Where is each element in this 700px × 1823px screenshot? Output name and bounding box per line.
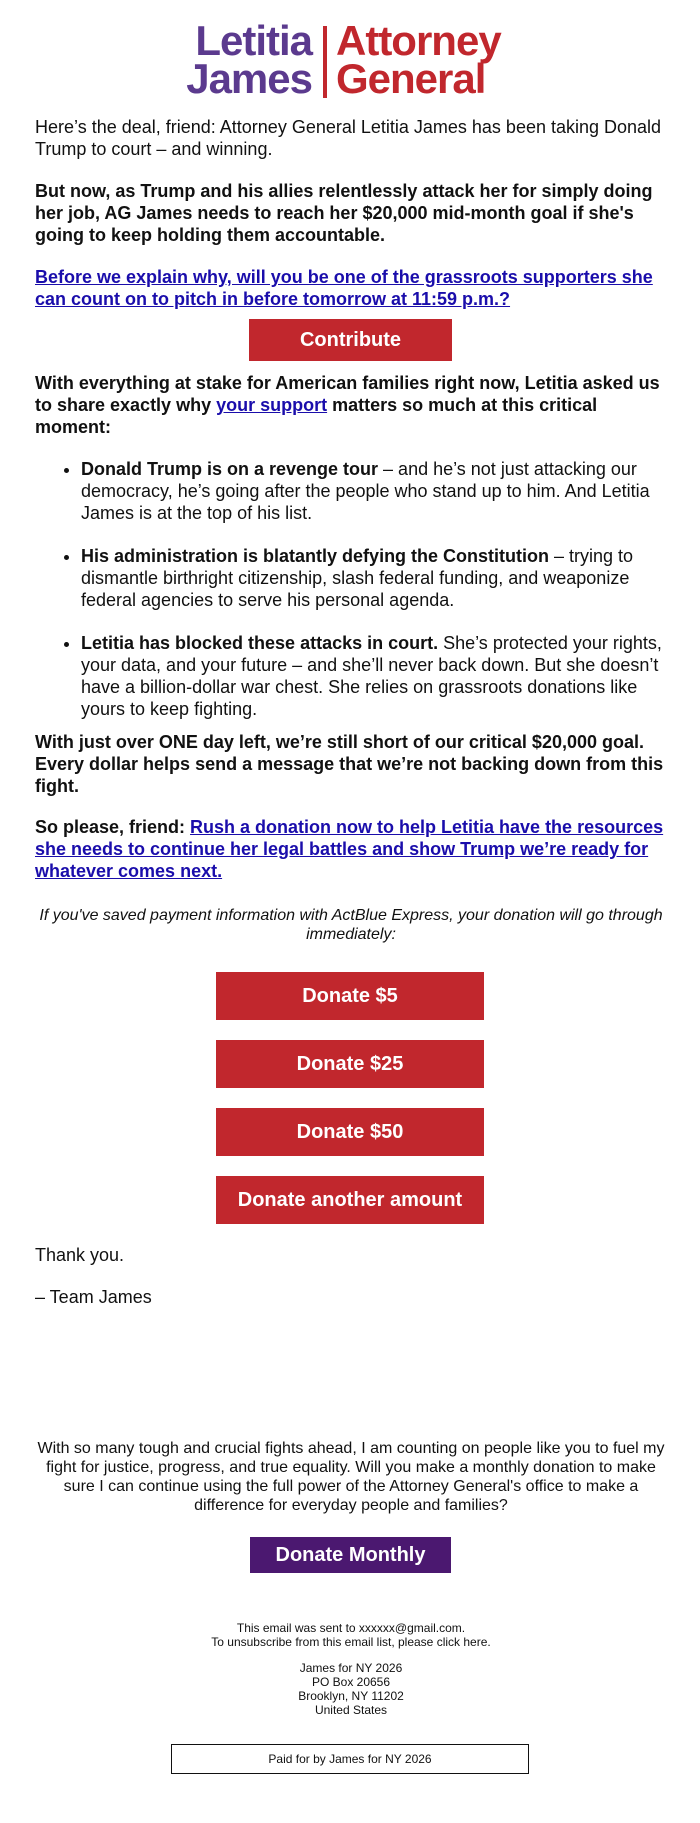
list-item	[81, 458, 667, 524]
donate-5-button[interactable]: Donate $5	[216, 972, 484, 1020]
logo-first-name: Letitia	[195, 17, 312, 64]
donate-monthly-button[interactable]: Donate Monthly	[250, 1537, 451, 1573]
address-line: Brooklyn, NY 11202	[298, 1689, 404, 1703]
why-text-after: matters so much at this critical moment:	[35, 395, 598, 437]
bullet-text: – and he’s not just attacking our democracy, he’s going after the people who stand up to him. And Letitia James is at the top of his list.	[81, 459, 650, 523]
your-support-link[interactable]: your support	[216, 395, 328, 415]
express-note-section	[35, 906, 667, 944]
intro-section	[35, 116, 667, 160]
logo-title	[336, 17, 501, 102]
mailing-address	[35, 1661, 667, 1717]
actblue-express-note: If you've saved payment information with ActBlue Express, your donation will go through immediately:	[39, 907, 663, 943]
why-section	[35, 372, 667, 438]
monthly-appeal-text: With so many tough and crucial fights ahead, I am counting on people like you to fuel my fight for justice, progress, and true equality. Will you make a monthly donation to make sure I can continue using the full power of the Attorney General's office to make a difference for everyday people and families?	[37, 1440, 665, 1514]
goal-paragraph: But now, as Trump and his allies relentlessly attack her for simply doing her job, AG James needs to reach her $20,000 mid-month goal if she's going to keep holding them accountable.	[35, 181, 653, 245]
logo-name	[186, 17, 312, 102]
grassroots-ask-link[interactable]: Before we explain why, will you be one of the grassroots supporters she can count on to pitch in before tomorrow at 11:59 p.m.?	[35, 267, 653, 309]
thank-you-text: Thank you.	[35, 1245, 125, 1265]
why-text-before: With everything at stake for American families right now, Letitia asked us to share exactly why	[35, 373, 660, 415]
deadline-paragraph: With just over ONE day left, we’re still short of our critical $20,000 goal. Every dollar helps send a message that we’re not backing down from this fight.	[35, 732, 664, 796]
campaign-logo	[0, 17, 700, 102]
logo-title-line1: Attorney	[336, 17, 501, 64]
donate-25-button[interactable]: Donate $25	[216, 1040, 484, 1088]
intro-paragraph: Here’s the deal, friend: Attorney General Letitia James has been taking Donald Trump to court – and winning.	[35, 117, 662, 159]
rush-donation-link[interactable]: Rush a donation now to help Letitia have the resources she needs to continue her legal battles and show Trump we’re ready for whatever comes next.	[35, 817, 664, 881]
footer-notice	[35, 1621, 667, 1649]
logo-divider	[323, 26, 327, 98]
deadline-section	[35, 731, 667, 797]
monthly-section	[35, 1439, 667, 1515]
bullet-heading: His administration is blatantly defying the Constitution	[81, 546, 550, 566]
ask-section	[35, 266, 667, 310]
goal-section	[35, 180, 667, 246]
donate-50-button[interactable]: Donate $50	[216, 1108, 484, 1156]
bullet-text: She’s protected your rights, your data, and your future – and she’ll never back down. But she doesn’t have a billion-dollar war chest. She relies on grassroots donations like yours to keep fighting.	[81, 633, 662, 719]
address-line: James for NY 2026	[299, 1661, 403, 1675]
contribute-button[interactable]: Contribute	[249, 319, 452, 361]
please-lead: So please, friend:	[35, 817, 191, 837]
signature-section	[35, 1286, 667, 1308]
logo-last-name: James	[186, 55, 312, 102]
list-item	[81, 632, 667, 720]
list-item	[81, 545, 667, 611]
bullet-text: – trying to dismantle birthright citizenship, slash federal funding, and weaponize federal agencies to serve his personal agenda.	[81, 546, 634, 610]
signature-text: – Team James	[35, 1287, 152, 1307]
paid-for-disclaimer: Paid for by James for NY 2026	[171, 1744, 529, 1774]
why-paragraph	[35, 372, 667, 438]
unsubscribe-link[interactable]: To unsubscribe from this email list, please click here.	[211, 1635, 491, 1649]
address-line: United States	[314, 1703, 388, 1717]
bullet-heading: Letitia has blocked these attacks in court.	[81, 633, 439, 653]
sent-to-text: This email was sent to xxxxxx@gmail.com.	[236, 1621, 466, 1635]
please-section	[35, 816, 667, 882]
please-paragraph	[35, 816, 667, 882]
closing-section	[35, 1244, 667, 1266]
donate-other-amount-button[interactable]: Donate another amount	[216, 1176, 484, 1224]
reasons-list	[35, 458, 667, 741]
address-line: PO Box 20656	[311, 1675, 391, 1689]
bullet-heading: Donald Trump is on a revenge tour	[81, 459, 379, 479]
logo-title-line2: General	[336, 55, 486, 102]
